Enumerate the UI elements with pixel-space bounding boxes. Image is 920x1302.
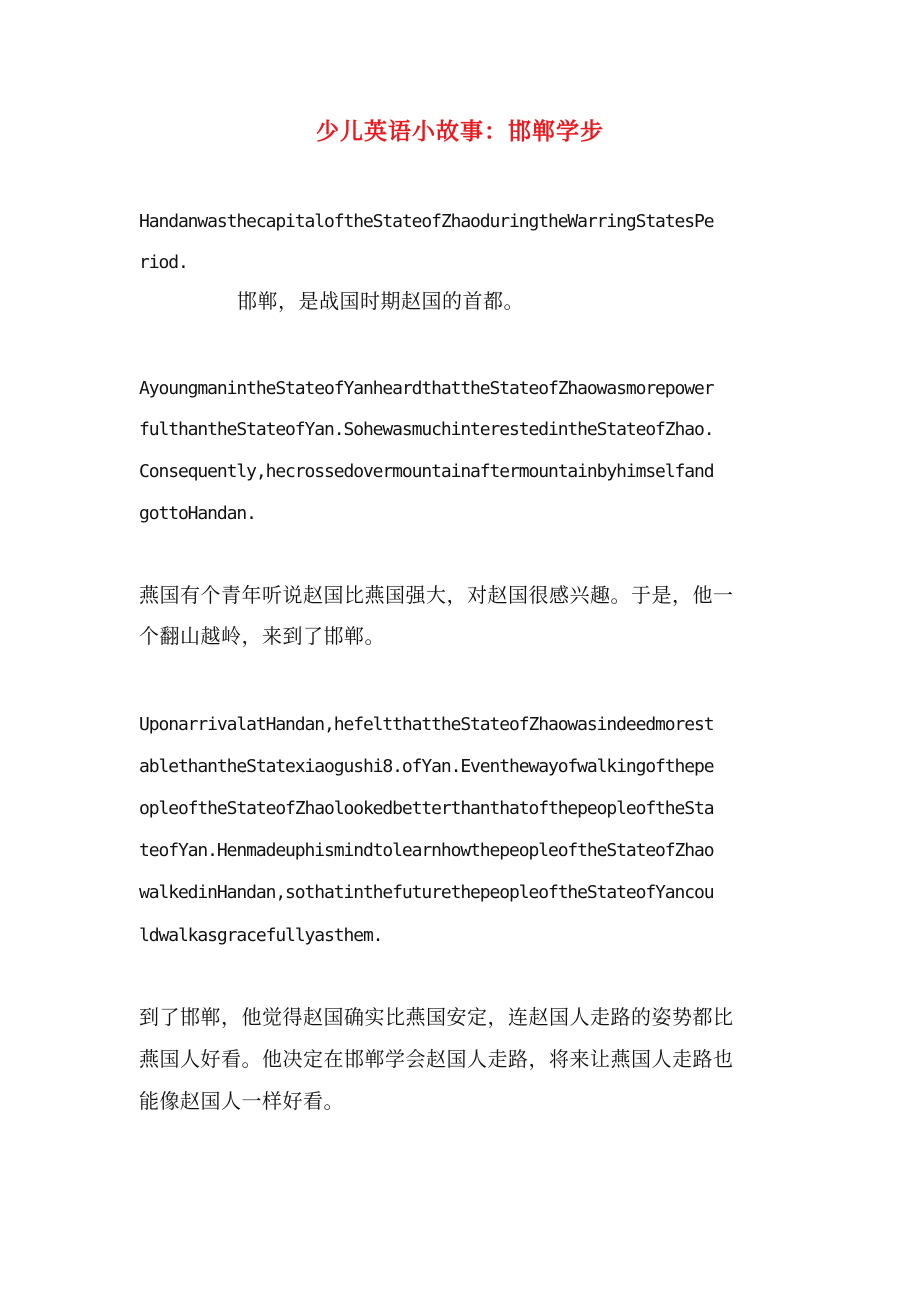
paragraph-5-line-3: opleoftheStateofZhaolookedbetterthanthatofthepeopleoftheSta	[139, 798, 714, 819]
paragraph-5-line-6: ldwalkasgracefullyasthem.	[139, 925, 383, 946]
paragraph-5-line-1: UponarrivalatHandan,hefeltthattheStateofZhaowasindeedmorest	[139, 714, 714, 735]
paragraph-3-line-2: fulthantheStateofYan.SohewasmuchinterestedintheStateofZhao.	[139, 419, 714, 440]
paragraph-2-line-1: 邯郸，是战国时期赵国的首都。	[237, 289, 524, 313]
paragraph-4-line-2: 个翻山越岭，来到了邯郸。	[139, 624, 385, 648]
document-title: 少儿英语小故事：邯郸学步	[316, 118, 604, 145]
paragraph-3-line-4: gottoHandan.	[139, 503, 256, 524]
paragraph-6-line-2: 燕国人好看。他决定在邯郸学会赵国人走路，将来让燕国人走路也	[139, 1047, 734, 1071]
paragraph-1-line-2: riod.	[139, 252, 188, 273]
paragraph-4-line-1: 燕国有个青年听说赵国比燕国强大，对赵国很感兴趣。于是，他一	[139, 583, 734, 607]
paragraph-5-line-5: walkedinHandan,sothatinthefuturethepeopleoftheStateofYancou	[139, 882, 714, 903]
paragraph-5-line-4: teofYan.HenmadeuphismindtolearnhowthepeopleoftheStateofZhao	[139, 840, 714, 861]
paragraph-3-line-3: Consequently,hecrossedovermountainaftermountainbyhimselfand	[139, 461, 714, 482]
paragraph-6-line-1: 到了邯郸，他觉得赵国确实比燕国安定，连赵国人走路的姿势都比	[139, 1005, 734, 1029]
paragraph-3-line-1: AyoungmanintheStateofYanheardthattheStateofZhaowasmorepower	[139, 378, 714, 399]
paragraph-6-line-3: 能像赵国人一样好看。	[139, 1089, 344, 1113]
paragraph-5-line-2: ablethantheStatexiaogushi8.ofYan.Eventhewayofwalkingofthepe	[139, 756, 714, 777]
paragraph-1-line-1: HandanwasthecapitaloftheStateofZhaoduringtheWarringStatesPe	[139, 211, 714, 232]
